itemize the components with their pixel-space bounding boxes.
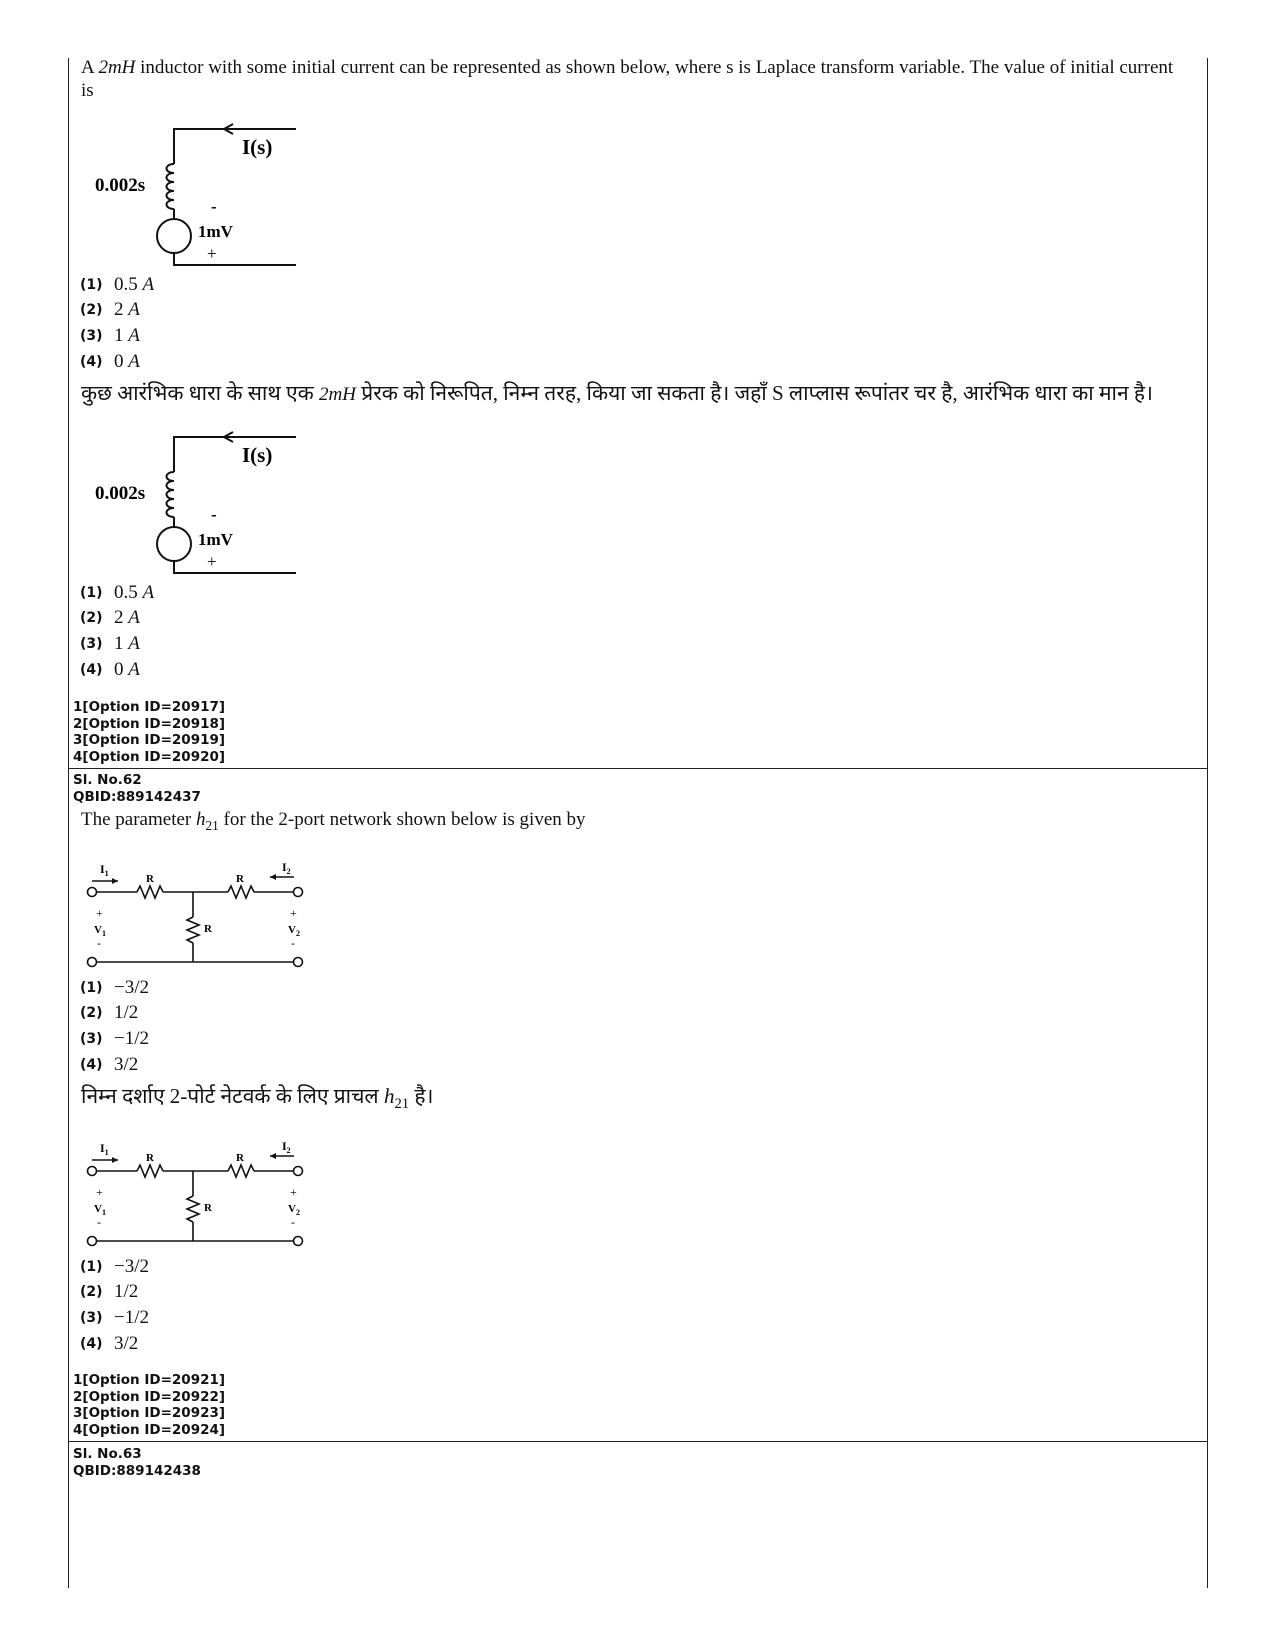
v1-plus: + [96, 1185, 103, 1199]
v2-minus: - [291, 936, 295, 950]
inductor-label: 0.002s [95, 175, 146, 196]
v1-label: $V_1$ [94, 1203, 106, 1217]
i2-label: $I_2$ [282, 1139, 291, 1155]
option-id: 4[Option ID=20924] [73, 1421, 226, 1438]
r3-label: R [204, 1202, 212, 1214]
q63-header [73, 1446, 201, 1479]
serial-number: Sl. No.63 [73, 1446, 142, 1462]
qbid: QBID:889142438 [73, 1462, 201, 1479]
v2-plus: + [290, 906, 297, 920]
r2-label: R [236, 1152, 244, 1164]
option-3: (3) −1/2 [80, 1028, 149, 1049]
option-2: (2) 2 A [80, 607, 140, 628]
r3-label: R [204, 923, 212, 935]
q62-hindi-question: निम्न दर्शाए 2-पोर्ट नेटवर्क के लिए प्राचल $h_{21}$ है। [81, 1084, 434, 1113]
current-label: I(s) [242, 443, 273, 467]
source-label: 1mV [198, 530, 233, 549]
option-2: (2) 1/2 [80, 1281, 139, 1302]
minus-sign: - [211, 197, 217, 216]
option-id: 3[Option ID=20923] [73, 1405, 226, 1421]
option-1: (1) 0.5 A [80, 582, 155, 603]
option-4: (4) 0 A [80, 659, 140, 680]
q61-english-question: A 2mH inductor with some initial current can be represented as shown below, where s is Laplace transform variable. The value of initial current is [81, 57, 1174, 101]
current-label: I(s) [242, 135, 273, 159]
q61-inductor-circuit-figure [88, 118, 308, 270]
minus-sign: - [211, 505, 217, 524]
q62-two-port-network-figure-hindi [80, 1134, 320, 1254]
option-id: 2[Option ID=20922] [73, 1388, 226, 1405]
v2-minus: - [291, 1215, 295, 1229]
q61-option-ids [73, 699, 225, 765]
option-3: (3) −1/2 [80, 1307, 149, 1328]
separator [68, 1441, 1208, 1442]
option-3: (3) 1 A [80, 325, 140, 346]
r1-label: R [146, 1152, 154, 1164]
plus-sign: + [207, 552, 217, 571]
q62-two-port-network-figure [80, 855, 320, 975]
q62-english-question: The parameter $h_{21}$ for the 2-port network shown below is given by [81, 809, 586, 833]
q62-option-ids [73, 1372, 225, 1438]
option-3: (3) 1 A [80, 633, 140, 654]
qbid: QBID:889142437 [73, 788, 201, 805]
r2-label: R [236, 873, 244, 885]
v1-plus: + [96, 906, 103, 920]
option-id: 2[Option ID=20918] [73, 715, 226, 732]
option-1: (1) −3/2 [80, 977, 149, 998]
v1-label: $V_1$ [94, 924, 106, 938]
i1-label: $I_1$ [100, 1141, 109, 1157]
option-id: 4[Option ID=20920] [73, 748, 226, 765]
inductor-label: 0.002s [95, 483, 146, 504]
q61-inductor-circuit-figure-hindi [88, 426, 308, 578]
v1-minus: - [97, 1215, 101, 1229]
option-id: 1[Option ID=20921] [73, 1372, 226, 1388]
option-4: (4) 3/2 [80, 1054, 139, 1075]
option-2: (2) 1/2 [80, 1002, 139, 1023]
plus-sign: + [207, 244, 217, 263]
option-4: (4) 0 A [80, 351, 140, 372]
serial-number: Sl. No.62 [73, 772, 142, 788]
i1-label: $I_1$ [100, 862, 109, 878]
i2-label: $I_2$ [282, 860, 291, 876]
q61-hindi-question: कुछ आरंभिक धारा के साथ एक 2mH प्रेरक को निरूपित, निम्न तरह, किया जा सकता है। जहाँ S लाप्लास रूपांतर चर है, आरंभिक धारा का मान है। [81, 381, 1153, 405]
option-1: (1) −3/2 [80, 1256, 149, 1277]
source-label: 1mV [198, 222, 233, 241]
v1-minus: - [97, 936, 101, 950]
option-id: 3[Option ID=20919] [73, 732, 226, 748]
v2-label: $V_2$ [288, 924, 300, 938]
option-id: 1[Option ID=20917] [73, 699, 226, 715]
q62-header [73, 772, 201, 805]
v2-label: $V_2$ [288, 1203, 300, 1217]
r1-label: R [146, 873, 154, 885]
option-1: (1) 0.5 A [80, 274, 155, 295]
option-2: (2) 2 A [80, 299, 140, 320]
separator [68, 768, 1208, 769]
v2-plus: + [290, 1185, 297, 1199]
option-4: (4) 3/2 [80, 1333, 139, 1354]
